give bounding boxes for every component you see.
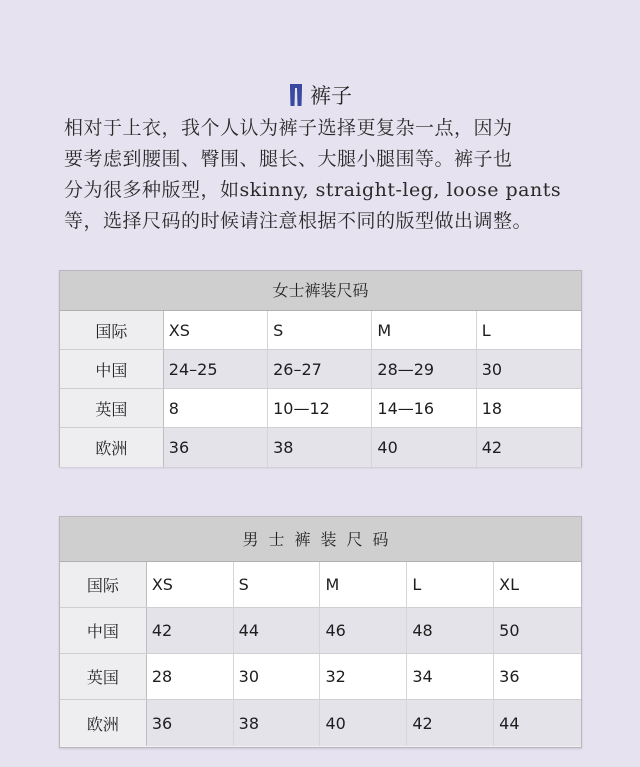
women-size-table	[59, 270, 582, 467]
table-cell: L	[407, 562, 494, 607]
table-cell: 48	[407, 608, 494, 653]
table-cell: 26–27	[268, 350, 372, 388]
table-cell: 40	[320, 700, 407, 746]
row-label: 国际	[60, 562, 147, 607]
table-cell: 34	[407, 654, 494, 699]
table-cell: XS	[164, 311, 268, 349]
table-cell: 28	[147, 654, 234, 699]
table-cell: M	[372, 311, 476, 349]
table-cell: 50	[499, 621, 520, 640]
men-size-table	[59, 516, 582, 748]
section-heading	[0, 80, 640, 110]
table-cell: 40	[372, 428, 476, 467]
table-cell: 18	[481, 398, 503, 418]
row-label: 英国	[60, 389, 164, 427]
table-cell: XL	[499, 575, 520, 594]
table-cell: 14—16	[372, 389, 476, 427]
table-cell: M	[320, 562, 407, 607]
row-label: 中国	[60, 350, 164, 388]
table-cell: 30	[234, 654, 321, 699]
table-cell: 44	[499, 713, 520, 733]
row-label: 欧洲	[60, 428, 164, 467]
table-cell: S	[268, 311, 372, 349]
row-label: 英国	[60, 654, 147, 699]
table-cell: 36	[147, 700, 234, 746]
table-cell: 24–25	[164, 350, 268, 388]
row-label: 中国	[60, 608, 147, 653]
table-cell: XS	[147, 562, 234, 607]
table-cell: 10—12	[268, 389, 372, 427]
table-cell: 8	[164, 389, 268, 427]
table-cell: 30	[481, 359, 503, 379]
intro-line: 相对于上衣，我个人认为裤子选择更复杂一点，因为	[64, 117, 513, 139]
table-cell: S	[234, 562, 321, 607]
table-cell: 36	[164, 428, 268, 467]
intro-paragraph	[64, 113, 584, 237]
intro-line: 等，选择尺码的时候请注意根据不同的版型做出调整。	[64, 210, 533, 232]
women-table-title: 女士裤装尺码	[60, 271, 581, 311]
table-row	[60, 608, 581, 654]
table-cell: 36	[499, 667, 520, 686]
table-cell: 38	[268, 428, 372, 467]
table-row	[60, 700, 581, 746]
table-cell: 38	[234, 700, 321, 746]
table-cell: L	[481, 320, 491, 340]
table-cell: 42	[147, 608, 234, 653]
row-label: 欧洲	[60, 700, 147, 746]
row-label: 国际	[60, 311, 164, 349]
section-heading-text: 裤子	[310, 84, 352, 108]
men-table-title: 男士裤装尺码	[60, 517, 581, 562]
table-row	[60, 350, 581, 389]
table-row	[60, 389, 581, 428]
table-row	[60, 428, 581, 467]
table-row	[60, 562, 581, 608]
table-cell: 46	[320, 608, 407, 653]
table-row	[60, 654, 581, 700]
table-cell: 42	[407, 700, 494, 746]
table-cell: 28—29	[372, 350, 476, 388]
intro-line: 要考虑到腰围、臀围、腿长、大腿小腿围等。裤子也	[64, 148, 513, 170]
table-cell: 42	[481, 438, 503, 457]
intro-line: 分为很多种版型，如skinny, straight-leg, loose pants	[64, 179, 562, 201]
pants-icon	[288, 83, 304, 107]
table-cell: 32	[320, 654, 407, 699]
table-cell: 44	[234, 608, 321, 653]
table-row	[60, 311, 581, 350]
